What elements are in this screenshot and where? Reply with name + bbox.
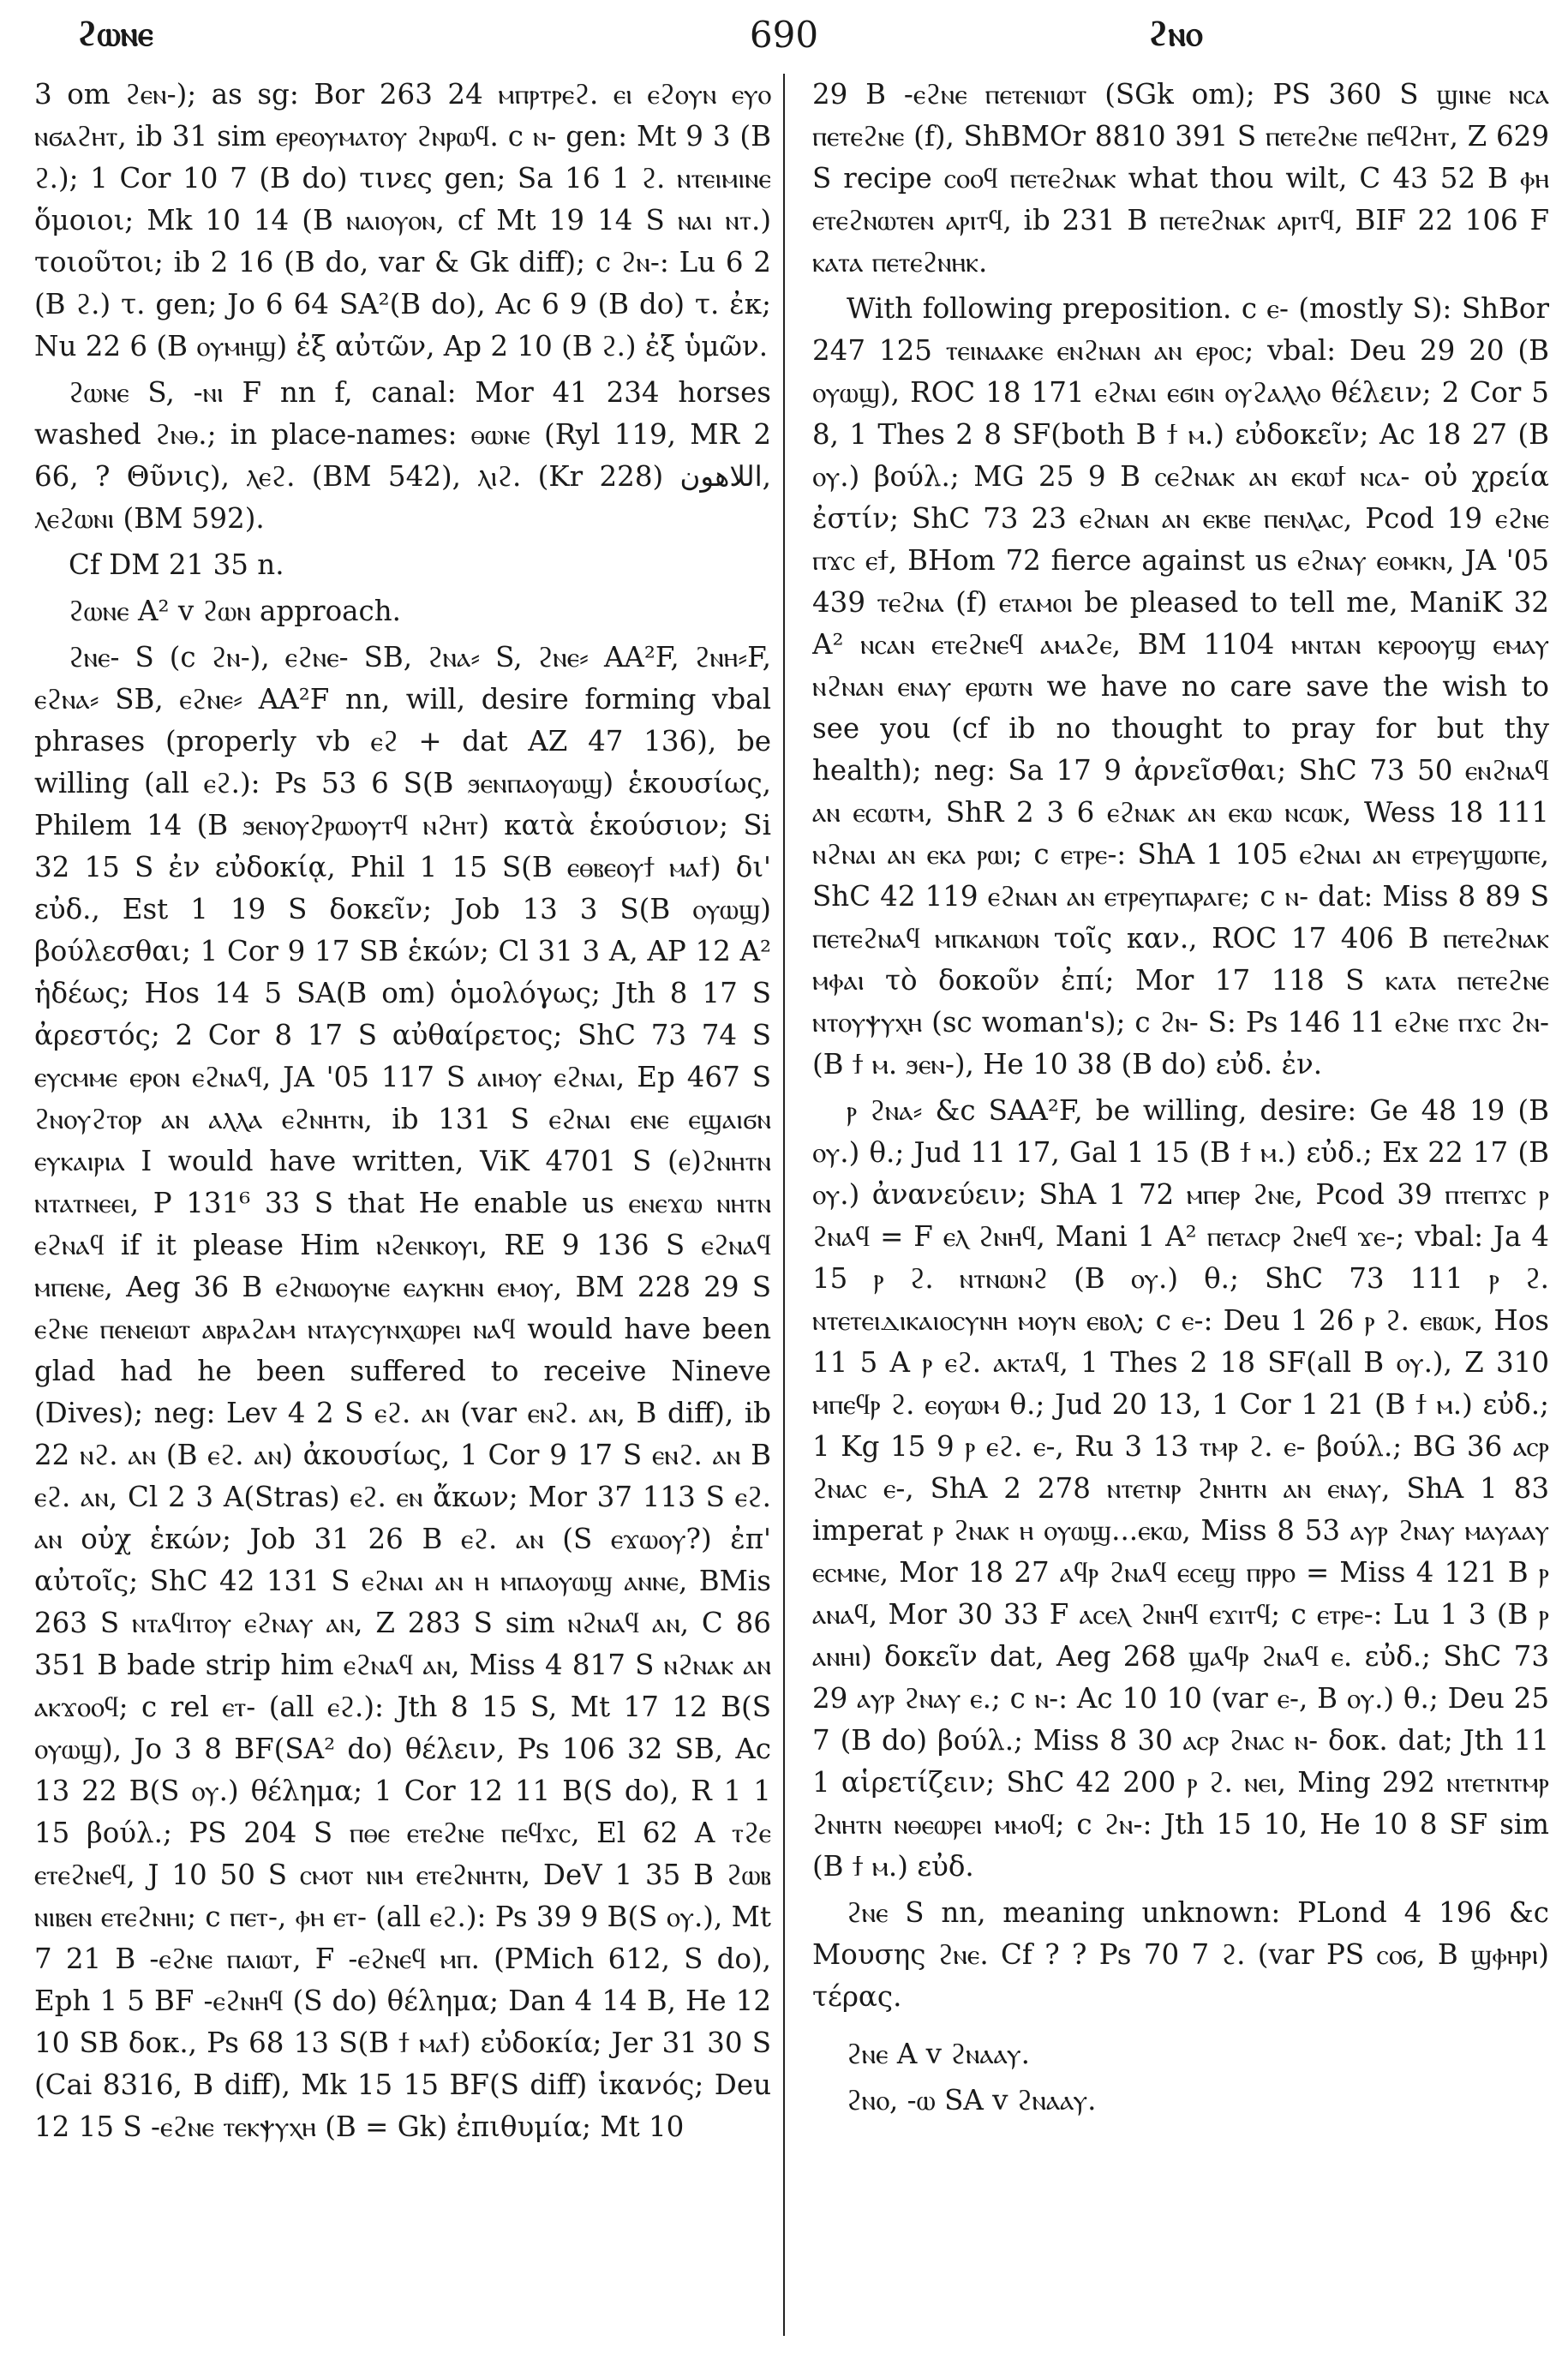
cross-reference: Cf DM 21 35 n. xyxy=(69,548,284,581)
entry-hone-canal: ϩⲱⲛⲉ S, -ⲛⲓ F nn f, canal: Mor 41 234 horses washed ϩⲛⲑ.; in place-names: ⲑⲱⲛⲉ (Ryl 119, MR 2 66, ? Θῦνις), ⲗⲉϩ. (BM 542), ⲗⲓϩ. (Kr 228) اللاهون, ⲗⲉϩⲱⲛⲓ (BM 592). xyxy=(34,376,771,535)
entry-continuation: 29 B -ⲉϩⲛⲉ ⲡⲉⲧⲉⲛⲓⲱⲧ (SGk om); PS 360 S ϣⲓⲛⲉ ⲛⲥⲁ ⲡⲉⲧⲉϩⲛⲉ (f), ShBMOr 8810 391 S ⲡⲉⲧⲉϩⲛⲉ ⲡⲉϥϩⲏⲧ, Z 629 S recipe ⲥⲟⲟϥ ⲡⲉⲧⲉϩⲛⲁⲕ what thou wilt, C 43 52 B ⲫⲏ ⲉⲧⲉϩⲛⲱⲧⲉⲛ ⲁⲣⲓⲧϥ, ib 231 B ⲡⲉⲧⲉϩⲛⲁⲕ ⲁⲣⲓⲧϥ, BIF 22 106 F ⲕⲁⲧⲁ ⲡⲉⲧⲉϩⲛⲏⲕ. xyxy=(812,78,1549,278)
entry-hone-approach: ϩⲱⲛⲉ A² v ϩⲱⲛ approach. xyxy=(69,595,401,627)
entry-hne-a: ϩⲛⲉ A v ϩⲛⲁⲁⲩ. xyxy=(847,2038,1030,2070)
entry-hne-will: ϩⲛⲉ- S (c ϩⲛ-), ⲉϩⲛⲉ- SB, ϩⲛⲁ⸗ S, ϩⲛⲉ⸗ AA²F, ϩⲛⲏ⸗F, ⲉϩⲛⲁ⸗ SB, ⲉϩⲛⲉ⸗ AA²F nn, will, desire forming vbal phrases (properly vb ⲉϩ + dat AZ 47 136), be willing (all ⲉϩ.): Ps 53 6 S(B ϧⲉⲛⲡⲁⲟⲩⲱϣ) ἑκουσίως, Philem 14 (B ϧⲉⲛⲟⲩϩⲣⲱⲟⲩⲧϥ ⲛϩⲏⲧ) κατὰ ἑκούσιον; Si 32 15 S ἐν εὐδοκίᾳ, Phil 1 15 S(B ⲉⲑⲃⲉⲟⲩϯ ⲙⲁϯ) δι' εὐδ., Est 1 19 S δοκεῖν; Job 13 3 S(B ⲟⲩⲱϣ) βούλεσθαι; 1 Cor 9 17 SB ἑκών; Cl 31 3 A, AP 12 A² ἡδέως; Hos 14 5 SA(B om) ὁμολόγως; Jth 8 17 S ἀρεστός; 2 Cor 8 17 S αὐθαίρετος; ShC 73 74 S ⲉⲩⲥⲙⲙⲉ ⲉⲣⲟⲛ ⲉϩⲛⲁϥ, JA '05 117 S ⲁⲓⲙⲟⲩ ⲉϩⲛⲁⲓ, Ep 467 S ϩⲛⲟⲩϩⲧⲟⲣ ⲁⲛ ⲁⲗⲗⲁ ⲉϩⲛⲏⲧⲛ, ib 131 S ⲉϩⲛⲁⲓ ⲉⲛⲉ ⲉϣⲁⲓϭⲛ ⲉⲩⲕⲁⲓⲣⲓⲁ I would have written, ViK 4701 S (ⲉ)ϩⲛⲏⲧⲛ ⲛⲧⲁⲧⲛⲉⲉⲓ, P 131⁶ 33 S that He enable us ⲉⲛⲉϫⲱ ⲛⲏⲧⲛ ⲉϩⲛⲁϥ if it please Him ⲛϩⲉⲛⲕⲟⲩⲓ, RE 9 136 S ⲉϩⲛⲁϥ ⲙⲡⲉⲛⲉ, Aeg 36 B ⲉϩⲛⲱⲟⲩⲛⲉ ⲉⲁⲩⲕⲏⲛ ⲉⲙⲟⲩ, BM 228 29 S ⲉϩⲛⲉ ⲡⲉⲛⲉⲓⲱⲧ ⲁⲃⲣⲁϩⲁⲙ ⲛⲧⲁⲩⲥⲩⲛⲭⲱⲣⲉⲓ ⲛⲁϥ would have been glad had he been suffered to receive Nineve (Dives); neg: Lev 4 2 S ⲉϩ. ⲁⲛ (var ⲉⲛϩ. ⲁⲛ, B diff), ib 22 ⲛϩ. ⲁⲛ (B ⲉϩ. ⲁⲛ) ἀκουσίως, 1 Cor 9 17 S ⲉⲛϩ. ⲁⲛ B ⲉϩ. ⲁⲛ, Cl 2 3 A(Stras) ⲉϩ. ⲉⲛ ἄκων; Mor 37 113 S ⲉϩ. ⲁⲛ οὐχ ἑκών; Job 31 26 B ⲉϩ. ⲁⲛ (S ⲉϫⲱⲟⲩ?) ἐπ' αὐτοῖς; ShC 42 131 S ⲉϩⲛⲁⲓ ⲁⲛ ⲏ ⲙⲡⲁⲟⲩⲱϣ ⲁⲛⲛⲉ, BMis 263 S ⲛⲧⲁϥⲓⲧⲟⲩ ⲉϩⲛⲁⲩ ⲁⲛ, Z 283 S sim ⲛϩⲛⲁϥ ⲁⲛ, C 86 351 B bade strip him ⲉϩⲛⲁϥ ⲁⲛ, Miss 4 817 S ⲛϩⲛⲁⲕ ⲁⲛ ⲁⲕϫⲟⲟϥ; c rel ⲉⲧ- (all ⲉϩ.): Jth 8 15 S, Mt 17 12 B(S ⲟⲩⲱϣ), Jo 3 8 BF(SA² do) θέλειν, Ps 106 32 SB, Ac 13 22 B(S ⲟⲩ.) θέλημα; 1 Cor 12 11 B(S do), R 1 1 15 βούλ.; PS 204 S ⲡⲑⲉ ⲉⲧⲉϩⲛⲉ ⲡⲉϥϫⲥ, El 62 A ⲧϩⲉ ⲉⲧⲉϩⲛⲉϥ, J 10 50 S ⲥⲙⲟⲧ ⲛⲓⲙ ⲉⲧⲉϩⲛⲏⲧⲛ, DeV 1 35 B ϩⲱⲃ ⲛⲓⲃⲉⲛ ⲉⲧⲉϩⲛⲏⲓ; c ⲡⲉⲧ-, ⲫⲏ ⲉⲧ- (all ⲉϩ.): Ps 39 9 B(S ⲟⲩ.), Mt 7 21 B -ⲉϩⲛⲉ ⲡⲁⲓⲱⲧ, F -ⲉϩⲛⲉϥ ⲙⲡ. (PMich 612, S do), Eph 1 5 BF -ⲉϩⲛⲏϥ (S do) θέλημα; Dan 4 14 B, He 12 10 SB δοκ., Ps 68 13 S(B ϯ ⲙⲁϯ) εὐδοκία; Jer 31 30 S (Cai 8316, B diff), Mk 15 15 BF(S diff) ἱκανός; Deu 12 15 S -ⲉϩⲛⲉ ⲧⲉⲕⲯⲩⲭⲏ (B = Gk) ἐπιθυμία; Mt 10 xyxy=(34,641,771,2143)
page-number: 690 xyxy=(749,14,819,56)
column-divider xyxy=(783,74,785,2336)
entry-hno: ϩⲛⲟ, -ⲱ SA v ϩⲛⲁⲁⲩ. xyxy=(847,2084,1097,2117)
left-running-headword: ϩⲱⲛⲉ xyxy=(77,14,153,54)
subentry-with-preposition: With following preposition. c ⲉ- (mostly S): ShBor 247 125 ⲧⲉⲓⲛⲁⲁⲕⲉ ⲉⲛϩⲛⲁⲛ ⲁⲛ ⲉⲣⲟⲥ; vbal: Deu 29 20 (B ⲟⲩⲱϣ), ROC 18 171 ⲉϩⲛⲁⲓ ⲉϭⲓⲛ ⲟⲩϩⲁⲗⲗⲟ θέλειν; 2 Cor 5 8, 1 Thes 2 8 SF(both B ϯ ⲙ.) εὐδοκεῖν; Ac 18 27 (B ⲟⲩ.) βούλ.; MG 25 9 B ⲥⲉϩⲛⲁⲕ ⲁⲛ ⲉⲕⲱϯ ⲛⲥⲁ- οὐ χρεία ἐστίν; ShC 73 23 ⲉϩⲛⲁⲛ ⲁⲛ ⲉⲕⲃⲉ ⲡⲉⲛⲗⲁⲥ, Pcod 19 ⲉϩⲛⲉ ⲡϫⲥ ⲉϯ, BHom 72 fierce against us ⲉϩⲛⲁⲩ ⲉⲟⲙⲕⲛ, JA '05 439 ⲧⲉϩⲛⲁ (f) ⲉⲧⲁⲙⲟⲓ be pleased to tell me, ManiK 32 A² ⲛⲥⲁⲛ ⲉⲧⲉϩⲛⲉϥ ⲁⲙⲁϩⲉ, BM 1104 ⲙⲛⲧⲁⲛ ⲕⲉⲣⲟⲟⲩϣ ⲉⲙⲁⲩ ⲛϩⲛⲁⲛ ⲉⲛⲁⲩ ⲉⲣⲱⲧⲛ we have no care save the wish to see you (cf ib no thought to pray for but thy health); neg: Sa 17 9 ἀρνεῖσθαι; ShC 73 50 ⲉⲛϩⲛⲁϥ ⲁⲛ ⲉⲥⲱⲧⲙ, ShR 2 3 6 ⲉϩⲛⲁⲕ ⲁⲛ ⲉⲕⲱ ⲛⲥⲱⲕ, Wess 18 111 ⲛϩⲛⲁⲓ ⲁⲛ ⲉⲕⲁ ⲣⲱⲓ; c ⲉⲧⲣⲉ-: ShA 1 105 ⲉϩⲛⲁⲓ ⲁⲛ ⲉⲧⲣⲉⲩϣⲱⲡⲉ, ShC 42 119 ⲉϩⲛⲁⲛ ⲁⲛ ⲉⲧⲣⲉⲩⲡⲁⲣⲁⲅⲉ; c ⲛ- dat: Miss 8 89 S ⲡⲉⲧⲉϩⲛⲁϥ ⲙⲡⲕⲁⲛⲱⲛ τοῖς καν., ROC 17 406 B ⲡⲉⲧⲉϩⲛⲁⲕ ⲙⲫⲁⲓ τὸ δοκοῦν ἐπί; Mor 17 118 S ⲕⲁⲧⲁ ⲡⲉⲧⲉϩⲛⲉ ⲛⲧⲟⲩⲯⲩⲭⲏ (sc woman's); c ϩⲛ- S: Ps 146 11 ⲉϩⲛⲉ ⲡϫⲥ ϩⲛ- (B ϯ ⲙ. ϧⲉⲛ-), He 10 38 (B do) εὐδ. ἐν. xyxy=(812,292,1549,1081)
page-header xyxy=(34,9,1534,69)
entry-continuation: 3 om ϩⲉⲛ-); as sg: Bor 263 24 ⲙⲡⲣⲧⲣⲉϩ. ⲉⲓ ⲉϩⲟⲩⲛ ⲉⲩⲟ ⲛϭⲁϩⲏⲧ, ib 31 sim ⲉⲣⲉⲟⲩⲙⲁⲧⲟⲩ ϩⲛⲣⲱϥ. c ⲛ- gen: Mt 9 3 (B ϩ.); 1 Cor 10 7 (B do) τινες gen; Sa 16 1 ϩ. ⲛⲧⲉⲓⲙⲓⲛⲉ ὅμοιοι; Mk 10 14 (B ⲛⲁⲓⲟⲩⲟⲛ, cf Mt 19 14 S ⲛⲁⲓ ⲛⲧ.) τοιοῦτοι; ib 2 16 (B do, var & Gk diff); c ϩⲛ-: Lu 6 2 (B ϩ.) τ. gen; Jo 6 64 SA²(B do), Ac 6 9 (B do) τ. ἐκ; Nu 22 6 (B ⲟⲩⲙⲏϣ) ἐξ αὐτῶν, Ap 2 10 (B ϩ.) ἐξ ὑμῶν. xyxy=(34,78,771,362)
entry-hne-unknown: ϩⲛⲉ S nn, meaning unknown: PLond 4 196 &c Μουσης ϩⲛⲉ. Cf ? ? Ps 70 7 ϩ. (var PS ⲥⲟϭ, B ϣⲫⲏⲣⲓ) τέρας. xyxy=(812,1896,1549,2013)
subentry-r-hna: ⲣ ϩⲛⲁ⸗ &c SAA²F, be willing, desire: Ge 48 19 (B ⲟⲩ.) θ.; Jud 11 17, Gal 1 15 (B ϯ ⲙ.) εὐδ.; Ex 22 17 (B ⲟⲩ.) ἀνανεύειν; ShA 1 72 ⲙⲡⲉⲣ ϩⲛⲉ, Pcod 39 ⲡⲧⲉⲡϫⲥ ⲣ ϩⲛⲁϥ = F ⲉⲗ ϩⲛⲏϥ, Mani 1 A² ⲡⲉⲧⲁⲥⲣ ϩⲛⲉϥ ϫⲉ-; vbal: Ja 4 15 ⲣ ϩ. ⲛⲧⲛⲱⲛϩ (B ⲟⲩ.) θ.; ShC 73 111 ⲣ ϩ. ⲛⲧⲉⲧⲉⲓⲇⲓⲕⲁⲓⲟⲥⲩⲛⲏ ⲙⲟⲩⲛ ⲉⲃⲟⲗ; c ⲉ-: Deu 1 26 ⲣ ϩ. ⲉⲃⲱⲕ, Hos 11 5 A ⲣ ⲉϩ. ⲁⲕⲧⲁϥ, 1 Thes 2 18 SF(all B ⲟⲩ.), Z 310 ⲙⲡⲉϥⲣ ϩ. ⲉⲟⲩⲱⲙ θ.; Jud 20 13, 1 Cor 1 21 (B ϯ ⲙ.) εὐδ.; 1 Kg 15 9 ⲣ ⲉϩ. ⲉ-, Ru 3 13 ⲧⲙⲣ ϩ. ⲉ- βούλ.; BG 36 ⲁⲥⲣ ϩⲛⲁⲥ ⲉ-, ShA 2 278 ⲛⲧⲉⲧⲛⲣ ϩⲛⲏⲧⲛ ⲁⲛ ⲉⲛⲁⲩ, ShA 1 83 imperat ⲣ ϩⲛⲁⲕ ⲏ ⲟⲩⲱϣ...ⲉⲕⲱ, Miss 8 53 ⲁⲩⲣ ϩⲛⲁⲩ ⲙⲁⲩⲁⲁⲩ ⲉⲥⲙⲛⲉ, Mor 18 27 ⲁϥⲣ ϩⲛⲁϥ ⲉⲥⲉϣ ⲡⲣⲣⲟ = Miss 4 121 B ⲣ ⲁⲛⲁϥ, Mor 30 33 F ⲁⲥⲉⲗ ϩⲛⲏϥ ⲉϫⲓⲧϥ; c ⲉⲧⲣⲉ-: Lu 1 3 (B ⲣ ⲁⲛⲏⲓ) δοκεῖν dat, Aeg 268 ϣⲁϥⲣ ϩⲛⲁϥ ⲉ. εὐδ.; ShC 73 29 ⲁⲩⲣ ϩⲛⲁⲩ ⲉ.; c ⲛ-: Ac 10 10 (var ⲉ-, B ⲟⲩ.) θ.; Deu 25 7 (B do) βούλ.; Miss 8 30 ⲁⲥⲣ ϩⲛⲁⲥ ⲛ- δοκ. dat; Jth 11 1 αἱρετίζειν; ShC 42 200 ⲣ ϩ. ⲛⲉⲓ, Ming 292 ⲛⲧⲉⲧⲛⲧⲙⲣ ϩⲛⲏⲧⲛ ⲛⲑⲉⲱⲣⲉⲓ ⲙⲙⲟϥ; c ϩⲛ-: Jth 15 10, He 10 8 SF sim (B ϯ ⲙ.) εὐδ. xyxy=(812,1094,1549,1883)
left-column xyxy=(34,74,771,2344)
right-column xyxy=(812,74,1549,2344)
right-running-headword: ϩⲛⲟ xyxy=(1148,14,1203,54)
